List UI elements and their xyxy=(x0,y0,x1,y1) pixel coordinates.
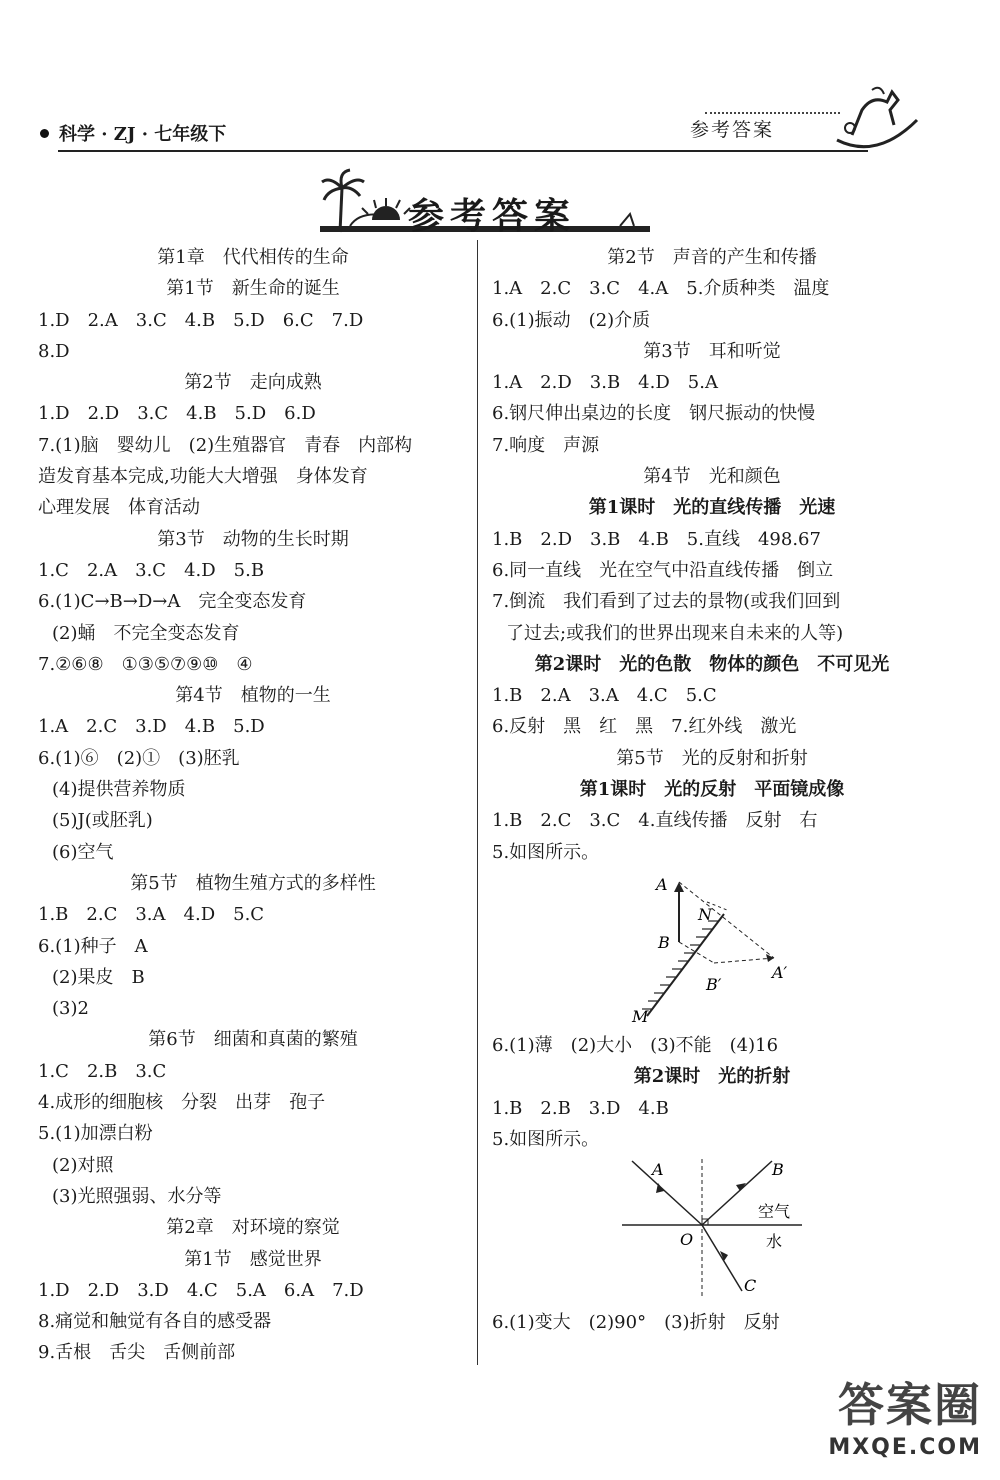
answer-line: 6.反射 黑 红 黑 7.红外线 激光 xyxy=(492,716,797,738)
section-heading: 第4节 光和颜色 xyxy=(643,466,781,488)
section-heading: 第1章 代代相传的生命 xyxy=(157,247,349,268)
header-rule xyxy=(58,150,868,152)
answer-line: 6.钢尺伸出桌边的长度 钢尺振动的快慢 xyxy=(492,403,816,425)
answer-line: 1.A 2.D 3.B 4.D 5.A xyxy=(492,372,718,394)
answer-line: (4)提供营养物质 xyxy=(52,779,186,801)
answer-line: 4.成形的细胞核 分裂 出芽 孢子 xyxy=(38,1092,326,1114)
answer-line: (2)蛹 不完全变态发育 xyxy=(52,622,240,644)
figure1-label-A: A xyxy=(656,874,668,894)
answer-line: 6.同一直线 光在空气中沿直线传播 倒立 xyxy=(492,559,834,581)
answer-line: 1.D 2.D 3.D 4.C 5.A 6.A 7.D xyxy=(38,1279,364,1301)
answer-line: (2)对照 xyxy=(52,1154,114,1176)
figure1-label-N: N xyxy=(698,904,712,924)
figure2-label-A: A xyxy=(652,1160,664,1180)
answer-line: 1.B 2.C 3.C 4.直线传播 反射 右 xyxy=(492,810,818,832)
answer-line: 8.痛觉和触觉有各自的感受器 xyxy=(38,1311,272,1333)
right-column-bottom xyxy=(492,1307,932,1338)
section-heading: 第4节 植物的一生 xyxy=(175,685,331,707)
rocking-horse-ornament-icon xyxy=(832,80,922,160)
answer-line: (2)果皮 B xyxy=(52,966,145,988)
answer-line: 7.(1)脑 婴幼儿 (2)生殖器官 青春 内部构 xyxy=(38,434,413,456)
answer-line: 5.如图所示。 xyxy=(492,1128,600,1150)
figure2-label-O: O xyxy=(680,1230,694,1250)
watermark xyxy=(828,1369,982,1460)
answer-line: 6.(1)变大 (2)90° (3)折射 反射 xyxy=(492,1312,780,1334)
answer-line: 造发育基本完成,功能大大增强 身体发育 xyxy=(38,466,368,488)
answer-line: 7.②⑥⑧ ①③⑤⑦⑨⑩ ④ xyxy=(38,653,253,675)
section-heading: 第5节 植物生殖方式的多样性 xyxy=(130,872,376,894)
subject-label: 科学 · ZJ · 七年级下 xyxy=(59,124,227,145)
answer-line: (3)2 xyxy=(52,998,89,1020)
answer-line: 6.(1)薄 (2)大小 (3)不能 (4)16 xyxy=(492,1034,779,1056)
answer-line: 1.B 2.A 3.A 4.C 5.C xyxy=(492,685,717,707)
answer-line: 7.响度 声源 xyxy=(492,434,600,456)
figure2-label-C: C xyxy=(744,1276,757,1296)
figure1-label-B-prime: B′ xyxy=(706,974,722,994)
figure2-label-air: 空气 xyxy=(758,1202,791,1222)
answer-line: (6)空气 xyxy=(52,841,114,863)
answer-line: 了过去;或我们的世界出现来自未来的人等) xyxy=(506,622,844,644)
bullet-dot-icon xyxy=(40,129,49,138)
answer-line: 5.如图所示。 xyxy=(492,841,600,863)
answer-line: 6.(1)⑥ (2)① (3)胚乳 xyxy=(38,747,240,769)
section-heading: 第5节 光的反射和折射 xyxy=(616,747,808,769)
running-header-right: 参考答案 xyxy=(690,119,775,141)
section-heading: 第6节 细菌和真菌的繁殖 xyxy=(148,1029,358,1051)
answer-line: 7.倒流 我们看到了过去的景物(或我们回到 xyxy=(492,591,841,613)
answer-line: 5.(1)加漂白粉 xyxy=(38,1123,153,1145)
refraction-figure xyxy=(492,1155,932,1303)
answer-line: 1.A 2.C 3.C 4.A 5.介质种类 温度 xyxy=(492,278,830,300)
answer-line: 6.(1)振动 (2)介质 xyxy=(492,309,651,331)
lesson-heading: 第2课时 光的折射 xyxy=(633,1066,791,1088)
answer-line: 6.(1)种子 A xyxy=(38,935,148,957)
section-heading: 第2节 声音的产生和传播 xyxy=(607,247,817,268)
answer-line: 1.B 2.D 3.B 4.B 5.直线 498.67 xyxy=(492,528,821,550)
section-heading: 第2章 对环境的察觉 xyxy=(166,1217,340,1239)
answer-line: 8.D xyxy=(38,340,70,362)
left-column xyxy=(38,242,468,1369)
figure1-label-M: M xyxy=(632,1006,649,1026)
answer-line: 1.B 2.C 3.A 4.D 5.C xyxy=(38,904,265,926)
answer-line: 1.A 2.C 3.D 4.B 5.D xyxy=(38,716,265,738)
answer-line: 1.B 2.B 3.D 4.B xyxy=(492,1097,669,1119)
figure2-label-water: 水 xyxy=(766,1232,783,1252)
figure2-label-B: B xyxy=(772,1160,784,1180)
answer-line: 1.D 2.A 3.C 4.B 5.D 6.C 7.D xyxy=(38,309,364,331)
right-column-mid xyxy=(492,1030,932,1155)
running-header-left xyxy=(40,118,226,148)
answer-line: 9.舌根 舌尖 舌侧前部 xyxy=(38,1342,236,1364)
answer-line: 6.(1)C→B→D→A 完全变态发育 xyxy=(38,591,307,613)
page-title: 参考答案 xyxy=(408,196,577,237)
lesson-heading: 第2课时 光的色散 物体的颜色 不可见光 xyxy=(534,653,890,675)
section-heading: 第2节 走向成熟 xyxy=(184,372,322,394)
mirror-reflection-figure xyxy=(492,868,932,1026)
answer-line: 1.C 2.B 3.C xyxy=(38,1060,167,1082)
watermark-url: MXQE.COM xyxy=(828,1435,982,1460)
figure1-label-B: B xyxy=(658,932,670,952)
right-column xyxy=(492,242,932,1338)
answer-line: (3)光照强弱、水分等 xyxy=(52,1185,222,1207)
section-heading: 第1节 感觉世界 xyxy=(184,1248,322,1270)
section-heading: 第3节 动物的生长时期 xyxy=(157,528,349,550)
section-heading: 第1节 新生命的诞生 xyxy=(166,278,340,300)
lesson-heading: 第1课时 光的反射 平面镜成像 xyxy=(579,779,845,801)
answer-line: (5)J(或胚乳) xyxy=(52,810,153,832)
answer-line: 1.D 2.D 3.C 4.B 5.D 6.D xyxy=(38,403,316,425)
lesson-heading: 第1课时 光的直线传播 光速 xyxy=(588,497,836,519)
answer-line: 1.C 2.A 3.C 4.D 5.B xyxy=(38,559,265,581)
figure1-label-A-prime: A′ xyxy=(772,962,788,982)
header-dotted-rule xyxy=(705,112,840,114)
right-column-top xyxy=(492,242,932,868)
section-heading: 第3节 耳和听觉 xyxy=(643,340,781,362)
column-divider xyxy=(477,240,478,1365)
answer-line: 心理发展 体育活动 xyxy=(38,497,200,519)
watermark-logo: 答案圈 xyxy=(838,1378,982,1432)
